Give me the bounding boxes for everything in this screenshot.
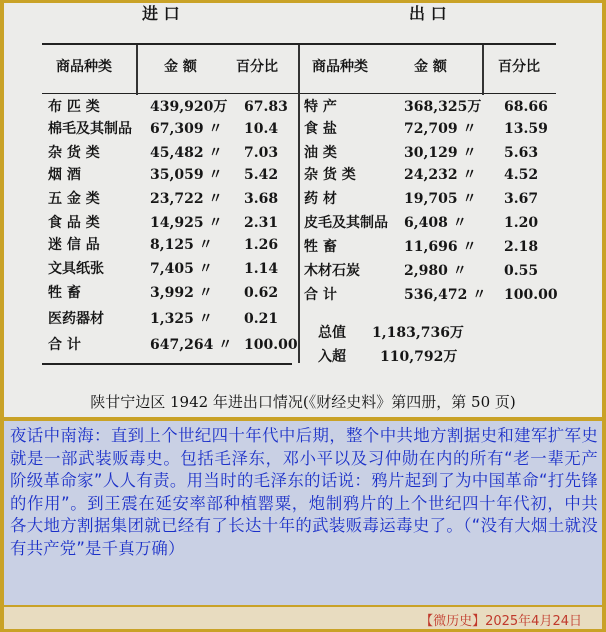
import-col-percent: 百分比 <box>236 59 278 75</box>
export-col-percent: 百分比 <box>498 59 540 75</box>
export-row-name: 特 产 <box>304 99 337 115</box>
deficit-value: 110,792万 <box>380 349 458 365</box>
export-row-percent: 2.18 <box>504 239 539 255</box>
export-row-amount: 6,408 〃 <box>404 215 467 231</box>
divider-header-1 <box>136 45 138 95</box>
import-row-name: 布 匹 类 <box>48 99 100 115</box>
import-row-amount: 45,482 〃 <box>150 145 223 161</box>
import-row-percent: 2.31 <box>244 215 279 231</box>
import-row-percent: 1.14 <box>244 261 279 277</box>
export-row-name: 牲 畜 <box>304 239 337 255</box>
import-row-name: 食 品 类 <box>48 215 100 231</box>
export-row-name: 杂 货 类 <box>304 167 356 183</box>
import-row-name: 迷 信 品 <box>48 237 100 253</box>
import-row-name: 棉毛及其制品 <box>48 121 132 137</box>
export-row-percent: 3.67 <box>504 191 539 207</box>
import-col-amount: 金 额 <box>164 59 197 75</box>
import-row-percent: 5.42 <box>244 167 279 183</box>
export-row-amount: 11,696 〃 <box>404 239 477 255</box>
import-col-category: 商品种类 <box>56 59 112 75</box>
import-row-percent: 1.26 <box>244 237 279 253</box>
import-row-amount: 35,059 〃 <box>150 167 223 183</box>
bottom-rule-left <box>42 363 292 365</box>
import-row-percent: 0.62 <box>244 285 279 301</box>
import-row-amount: 439,920万 <box>150 99 228 115</box>
export-row-name: 药 材 <box>304 191 337 207</box>
divider-middle <box>298 45 300 363</box>
import-row-amount: 67,309 〃 <box>150 121 223 137</box>
export-row-percent: 13.59 <box>504 121 548 137</box>
commentary-text: 夜话中南海：直到上个世纪四十年代中后期，整个中共地方割据史和建军扩军史就是一部武装贩毒史。包括毛泽东，邓小平以及习仲勋在内的所有“老一辈无产阶级革命家”人人有责。用当时的毛泽东的话说：鸦片起到了为中国革命“打先锋的作用”。到王震在延安率部种植罂粟，炮制鸦片的上个世纪四十年代初，中共各大地方割据集团就已经有了长达十年的武装贩毒运毒史了。（“没有大烟土就没有共产党”是千真万确） <box>10 426 598 558</box>
export-row-amount: 536,472 〃 <box>404 287 487 303</box>
export-row-name: 合 计 <box>304 287 337 303</box>
import-row-percent: 67.83 <box>244 99 288 115</box>
import-row-amount: 14,925 〃 <box>150 215 223 231</box>
table-caption: 陕甘宁边区 1942 年进出口情况(《财经史料》第四册，第 50 页) <box>90 393 516 411</box>
import-row-name: 烟 酒 <box>48 167 81 183</box>
export-row-amount: 2,980 〃 <box>404 263 467 279</box>
export-col-category: 商品种类 <box>312 59 368 75</box>
export-row-percent: 0.55 <box>504 263 539 279</box>
export-row-amount: 30,129 〃 <box>404 145 477 161</box>
import-row-amount: 7,405 〃 <box>150 261 213 277</box>
export-title: 出 口 <box>409 4 447 23</box>
export-row-amount: 24,232 〃 <box>404 167 477 183</box>
import-row-name: 文具纸张 <box>48 261 104 277</box>
import-row-name: 五 金 类 <box>48 191 100 207</box>
divider-header-2 <box>482 45 484 95</box>
import-row-amount: 647,264 〃 <box>150 337 233 353</box>
export-row-name: 皮毛及其制品 <box>304 215 388 231</box>
export-row-amount: 368,325万 <box>404 99 482 115</box>
import-row-percent: 0.21 <box>244 311 279 327</box>
import-title: 进 口 <box>142 4 180 23</box>
export-row-name: 油 类 <box>304 145 337 161</box>
import-row-amount: 23,722 〃 <box>150 191 223 207</box>
export-row-percent: 4.52 <box>504 167 539 183</box>
import-row-percent: 100.00 <box>244 337 298 353</box>
import-row-amount: 8,125 〃 <box>150 237 213 253</box>
deficit-label: 入超 <box>318 349 346 365</box>
export-row-name: 食 盐 <box>304 121 337 137</box>
import-row-percent: 10.4 <box>244 121 279 137</box>
import-row-percent: 7.03 <box>244 145 279 161</box>
commentary-box <box>4 421 602 605</box>
export-row-name: 木材石炭 <box>304 263 360 279</box>
export-row-percent: 100.00 <box>504 287 558 303</box>
export-row-percent: 1.20 <box>504 215 539 231</box>
export-row-amount: 19,705 〃 <box>404 191 477 207</box>
table-photo <box>4 3 602 417</box>
total-value: 1,183,736万 <box>372 325 464 341</box>
import-row-name: 牲 畜 <box>48 285 81 301</box>
import-row-name: 合 计 <box>48 337 81 353</box>
import-row-amount: 3,992 〃 <box>150 285 213 301</box>
footer-date: 【微历史】2025年4月24日 <box>420 614 582 629</box>
total-label: 总值 <box>318 325 346 341</box>
import-row-name: 杂 货 类 <box>48 145 100 161</box>
export-row-percent: 5.63 <box>504 145 539 161</box>
footer-bar <box>4 607 602 629</box>
export-row-percent: 68.66 <box>504 99 548 115</box>
export-col-amount: 金 额 <box>414 59 447 75</box>
export-row-amount: 72,709 〃 <box>404 121 477 137</box>
import-row-percent: 3.68 <box>244 191 279 207</box>
import-row-amount: 1,325 〃 <box>150 311 213 327</box>
import-row-name: 医药器材 <box>48 311 104 327</box>
